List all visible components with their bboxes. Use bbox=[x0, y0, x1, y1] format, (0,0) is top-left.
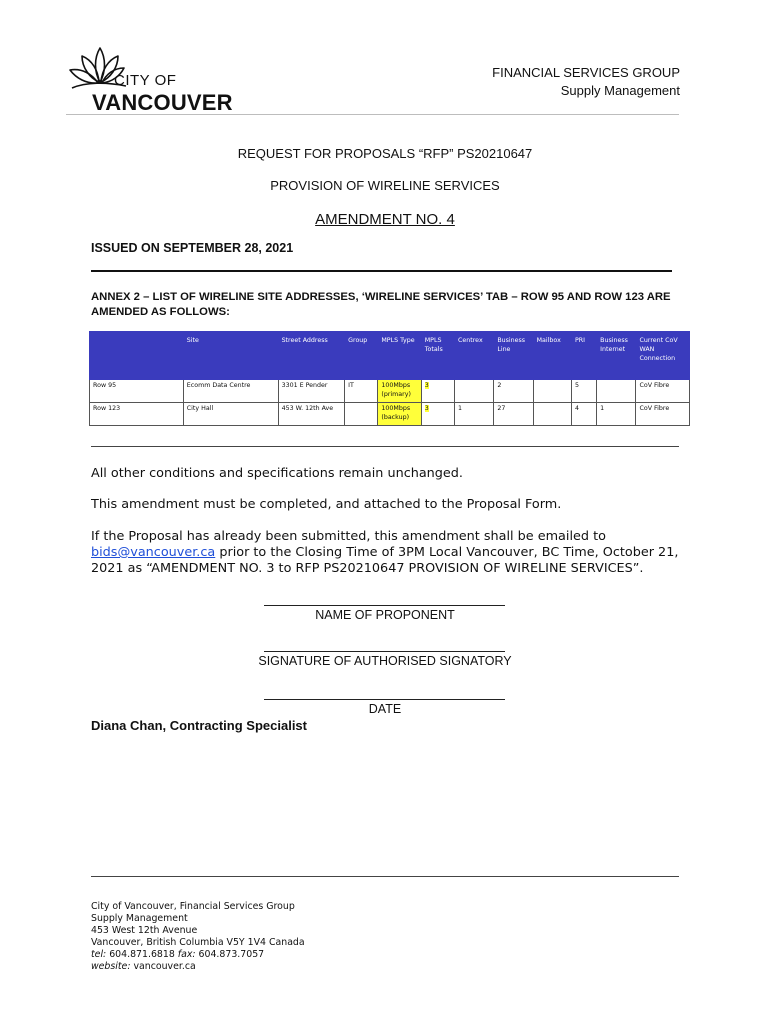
date-label: DATE bbox=[368, 702, 402, 716]
department-header bbox=[492, 64, 680, 100]
date-signature-line[interactable] bbox=[264, 699, 505, 700]
footer-website-line bbox=[91, 961, 305, 973]
table-cell: 1 bbox=[455, 403, 494, 426]
logo-vancouver-text: VANCOUVER bbox=[92, 90, 233, 115]
annex-heading: ANNEX 2 – LIST OF WIRELINE SITE ADDRESSES, ‘WIRELINE SERVICES’ TAB – ROW 95 AND ROW 123 ARE AMENDED AS FOLLOWS: bbox=[91, 291, 671, 318]
table-header: PRI bbox=[571, 332, 596, 380]
amendment-title: AMENDMENT NO. 4 bbox=[315, 211, 455, 228]
table-header: Centrex bbox=[455, 332, 494, 380]
footer-phone-line bbox=[91, 949, 305, 961]
table-cell bbox=[421, 380, 454, 403]
website-label: website: bbox=[91, 961, 131, 972]
fax-value: 604.873.7057 bbox=[195, 949, 265, 960]
website-value[interactable]: vancouver.ca bbox=[130, 961, 196, 972]
completion-paragraph: This amendment must be completed, and attached to the Proposal Form. bbox=[91, 497, 562, 512]
table-row bbox=[90, 403, 690, 426]
table-header bbox=[90, 332, 184, 380]
footer-line: Vancouver, British Columbia V5Y 1V4 Canada bbox=[91, 937, 305, 948]
issued-date: ISSUED ON SEPTEMBER 28, 2021 bbox=[91, 241, 294, 255]
submission-paragraph bbox=[91, 529, 691, 577]
table-cell: 27 bbox=[494, 403, 533, 426]
table-cell bbox=[345, 403, 378, 426]
provision-title: PROVISION OF WIRELINE SERVICES bbox=[270, 178, 500, 193]
table-cell: 453 W. 12th Ave bbox=[278, 403, 345, 426]
signatory-label: SIGNATURE OF AUTHORISED SIGNATORY bbox=[258, 654, 512, 668]
table-cell bbox=[455, 380, 494, 403]
name-signature-line[interactable] bbox=[264, 605, 505, 606]
footer-line: Supply Management bbox=[91, 913, 188, 924]
table-header: Mailbox bbox=[533, 332, 571, 380]
table-cell: 2 bbox=[494, 380, 533, 403]
submission-text-continued: prior to the Closing Time of 3PM Local Vancouver, BC Time, October 21, 2021 as “AMENDMENT NO. 3 to RFP PS20210647 PROVISION OF WIRELINE SERVICES”. bbox=[91, 545, 679, 576]
table-divider bbox=[91, 446, 679, 447]
table-cell-highlighted: 100Mbps (backup) bbox=[378, 403, 421, 426]
logo-city-text: CITY OF bbox=[114, 72, 177, 89]
table-cell: Row 95 bbox=[90, 380, 184, 403]
submission-text: If the Proposal has already been submitted, this amendment shall be emailed to bbox=[91, 529, 606, 544]
table-row bbox=[90, 380, 690, 403]
signatory-signature-line[interactable] bbox=[264, 651, 505, 652]
conditions-paragraph: All other conditions and specifications remain unchanged. bbox=[91, 466, 463, 481]
wireline-sites-table bbox=[89, 331, 690, 426]
header-divider bbox=[66, 114, 679, 115]
name-of-proponent-label: NAME OF PROPONENT bbox=[315, 608, 455, 622]
fax-label: fax: bbox=[177, 949, 196, 960]
footer-divider bbox=[91, 876, 679, 877]
tel-label: tel: bbox=[91, 949, 107, 960]
tel-value: 604.871.6818 bbox=[106, 949, 178, 960]
table-header: Current CoV WAN Connection bbox=[636, 332, 690, 380]
table-cell bbox=[597, 380, 636, 403]
table-header: Group bbox=[345, 332, 378, 380]
table-header: Site bbox=[183, 332, 278, 380]
table-cell: CoV Fibre bbox=[636, 403, 690, 426]
table-header: Street Address bbox=[278, 332, 345, 380]
table-cell: Ecomm Data Centre bbox=[183, 380, 278, 403]
table-header: Business Line bbox=[494, 332, 533, 380]
department-name: FINANCIAL SERVICES GROUP bbox=[492, 65, 680, 80]
table-cell: 4 bbox=[571, 403, 596, 426]
table-cell: Row 123 bbox=[90, 403, 184, 426]
table-header-row bbox=[90, 332, 690, 380]
table-cell: 5 bbox=[571, 380, 596, 403]
table-cell: IT bbox=[345, 380, 378, 403]
table-cell-highlighted: 100Mbps (primary) bbox=[378, 380, 421, 403]
footer-address bbox=[91, 901, 305, 973]
highlighted-value: 3 bbox=[424, 382, 429, 389]
city-of-vancouver-logo bbox=[66, 42, 246, 116]
contact-name: Diana Chan, Contracting Specialist bbox=[91, 718, 307, 733]
bids-email-link[interactable]: bids@vancouver.ca bbox=[91, 545, 216, 560]
rfp-title: REQUEST FOR PROPOSALS “RFP” PS20210647 bbox=[237, 146, 533, 161]
table-header: MPLS Type bbox=[378, 332, 421, 380]
table-cell: 1 bbox=[597, 403, 636, 426]
table-header: Business Internet bbox=[597, 332, 636, 380]
table-cell: City Hall bbox=[183, 403, 278, 426]
issued-divider bbox=[91, 270, 672, 272]
table-header: MPLS Totals bbox=[421, 332, 454, 380]
footer-line: 453 West 12th Avenue bbox=[91, 925, 198, 936]
subdepartment-name: Supply Management bbox=[560, 83, 680, 98]
table-cell bbox=[533, 380, 571, 403]
highlighted-value: 3 bbox=[424, 405, 429, 412]
table-cell bbox=[421, 403, 454, 426]
table-cell: 3301 E Pender bbox=[278, 380, 345, 403]
table-cell: CoV Fibre bbox=[636, 380, 690, 403]
table-cell bbox=[533, 403, 571, 426]
footer-line: City of Vancouver, Financial Services Group bbox=[91, 901, 295, 912]
